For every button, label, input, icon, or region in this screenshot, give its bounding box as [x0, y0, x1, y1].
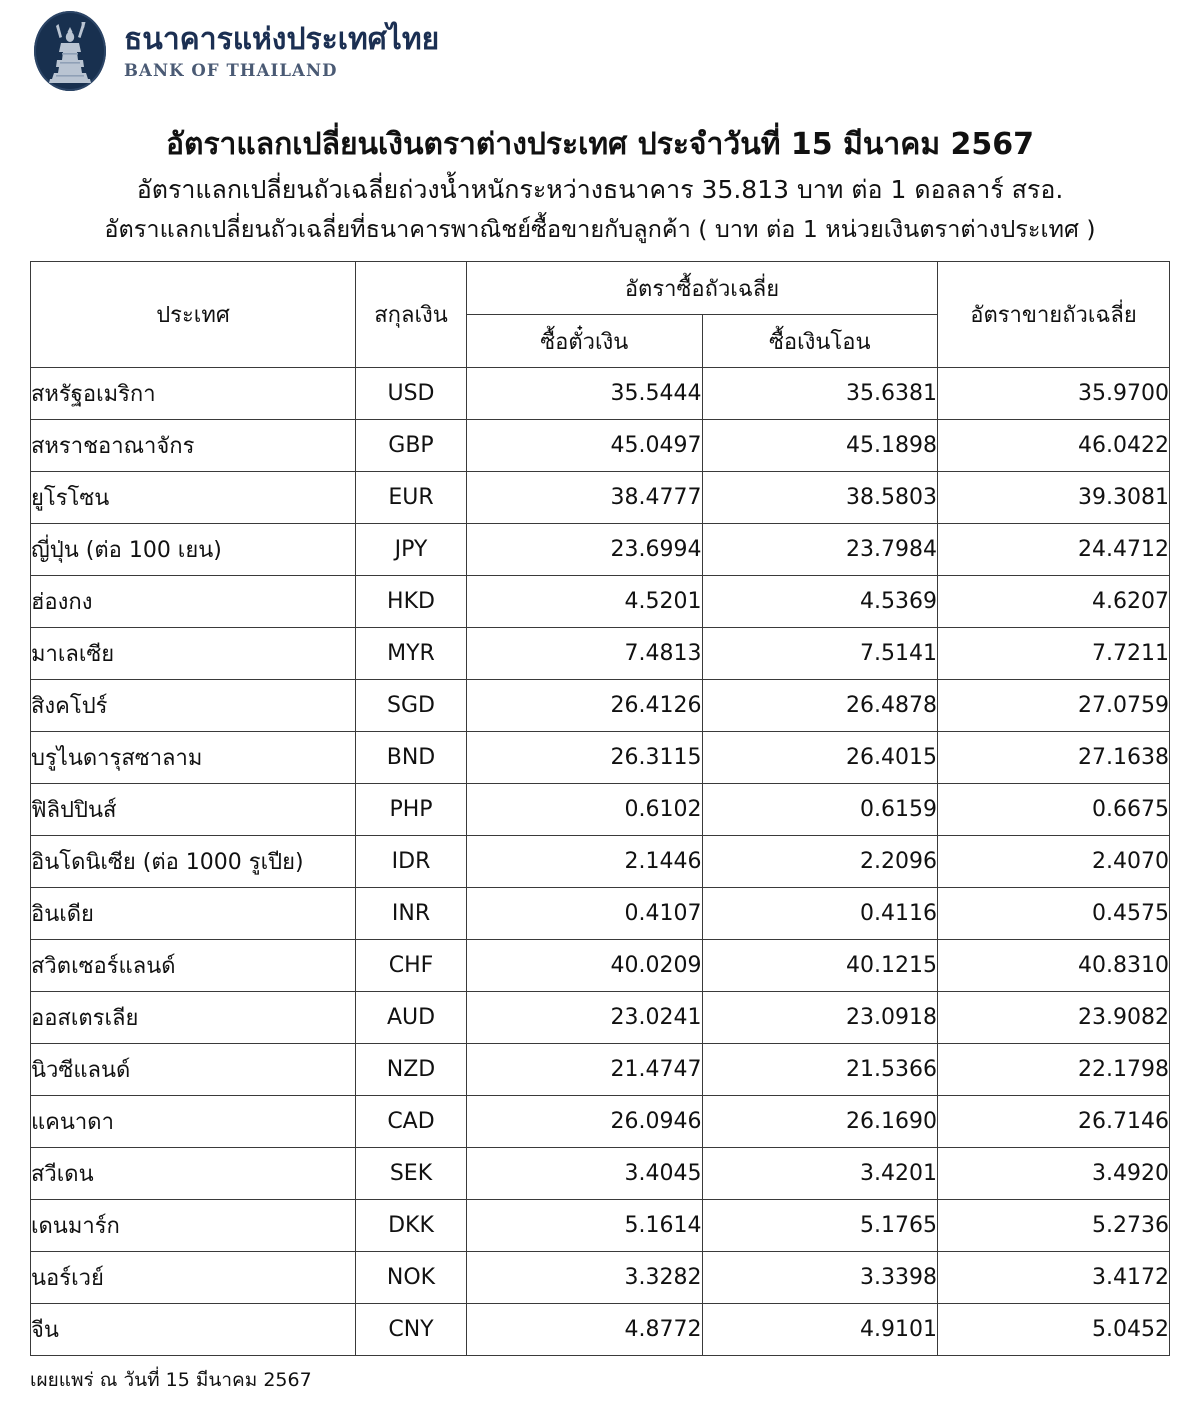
cell-buy-transfer: 23.0918: [702, 992, 938, 1044]
table-head: [31, 262, 1170, 368]
cell-sell: 26.7146: [938, 1096, 1170, 1148]
publication-note: เผยแพร่ ณ วันที่ 15 มีนาคม 2567: [30, 1369, 312, 1392]
cell-sell: 7.7211: [938, 628, 1170, 680]
cell-country: อินเดีย: [31, 888, 356, 940]
page-titles: [0, 126, 1200, 244]
cell-currency-code: CHF: [356, 940, 467, 992]
cell-country: ญี่ปุ่น (ต่อ 100 เยน): [31, 524, 356, 576]
cell-buy-transfer: 5.1765: [702, 1200, 938, 1252]
column-header-buy-group: อัตราซื้อถัวเฉลี่ย: [467, 262, 938, 315]
table-row: [31, 1096, 1170, 1148]
cell-country: จีน: [31, 1304, 356, 1356]
cell-buy-transfer: 0.4116: [702, 888, 938, 940]
cell-sell: 22.1798: [938, 1044, 1170, 1096]
cell-currency-code: GBP: [356, 420, 467, 472]
cell-buy-transfer: 23.7984: [702, 524, 938, 576]
cell-country: บรูไนดารุสซาลาม: [31, 732, 356, 784]
table-row: [31, 1148, 1170, 1200]
cell-currency-code: HKD: [356, 576, 467, 628]
cell-currency-code: CAD: [356, 1096, 467, 1148]
brand-name-th: ธนาคารแห่งประเทศไทย: [124, 22, 440, 57]
cell-buy-transfer: 26.4015: [702, 732, 938, 784]
cell-currency-code: SGD: [356, 680, 467, 732]
cell-currency-code: EUR: [356, 472, 467, 524]
cell-buy-note: 7.4813: [467, 628, 703, 680]
cell-buy-note: 21.4747: [467, 1044, 703, 1096]
cell-sell: 5.2736: [938, 1200, 1170, 1252]
cell-buy-note: 3.3282: [467, 1252, 703, 1304]
cell-country: สวีเดน: [31, 1148, 356, 1200]
cell-sell: 35.9700: [938, 368, 1170, 420]
table-row: [31, 1200, 1170, 1252]
cell-country: สิงคโปร์: [31, 680, 356, 732]
cell-country: ฟิลิปปินส์: [31, 784, 356, 836]
bank-of-thailand-seal-icon: [30, 8, 110, 94]
cell-country: นอร์เวย์: [31, 1252, 356, 1304]
table-row: [31, 524, 1170, 576]
masthead: [0, 0, 1200, 92]
cell-buy-transfer: 38.5803: [702, 472, 938, 524]
cell-country: สวิตเซอร์แลนด์: [31, 940, 356, 992]
cell-buy-note: 26.4126: [467, 680, 703, 732]
cell-buy-note: 4.5201: [467, 576, 703, 628]
cell-sell: 0.4575: [938, 888, 1170, 940]
page-title: อัตราแลกเปลี่ยนเงินตราต่างประเทศ ประจำวันที่ 15 มีนาคม 2567: [165, 127, 1035, 162]
cell-buy-transfer: 21.5366: [702, 1044, 938, 1096]
brand-wordmark: [124, 23, 439, 79]
cell-buy-transfer: 40.1215: [702, 940, 938, 992]
cell-currency-code: IDR: [356, 836, 467, 888]
table-row: [31, 1304, 1170, 1356]
cell-buy-note: 0.6102: [467, 784, 703, 836]
cell-country: อินโดนิเซีย (ต่อ 1000 รูเปีย): [31, 836, 356, 888]
page-subtitle-commercial-bank-rate: อัตราแลกเปลี่ยนถัวเฉลี่ยที่ธนาคารพาณิชย์ซื้อขายกับลูกค้า ( บาท ต่อ 1 หน่วยเงินตราต่างประเทศ ): [104, 214, 1096, 243]
table-row: [31, 680, 1170, 732]
cell-buy-transfer: 2.2096: [702, 836, 938, 888]
cell-buy-transfer: 35.6381: [702, 368, 938, 420]
cell-buy-transfer: 0.6159: [702, 784, 938, 836]
cell-country: มาเลเซีย: [31, 628, 356, 680]
cell-currency-code: JPY: [356, 524, 467, 576]
cell-currency-code: MYR: [356, 628, 467, 680]
table-row: [31, 472, 1170, 524]
cell-sell: 46.0422: [938, 420, 1170, 472]
cell-buy-note: 26.0946: [467, 1096, 703, 1148]
cell-currency-code: CNY: [356, 1304, 467, 1356]
cell-currency-code: AUD: [356, 992, 467, 1044]
cell-buy-transfer: 7.5141: [702, 628, 938, 680]
cell-buy-note: 3.4045: [467, 1148, 703, 1200]
cell-sell: 3.4172: [938, 1252, 1170, 1304]
cell-buy-transfer: 4.5369: [702, 576, 938, 628]
cell-currency-code: NZD: [356, 1044, 467, 1096]
cell-sell: 2.4070: [938, 836, 1170, 888]
cell-sell: 3.4920: [938, 1148, 1170, 1200]
cell-buy-note: 35.5444: [467, 368, 703, 420]
cell-sell: 40.8310: [938, 940, 1170, 992]
table-row: [31, 1252, 1170, 1304]
table-row: [31, 576, 1170, 628]
cell-buy-note: 23.0241: [467, 992, 703, 1044]
table-row: [31, 992, 1170, 1044]
cell-buy-note: 5.1614: [467, 1200, 703, 1252]
cell-sell: 27.0759: [938, 680, 1170, 732]
table-header-row-top: [31, 262, 1170, 315]
column-header-buy-transfer: ซื้อเงินโอน: [702, 315, 938, 368]
cell-country: สหรัฐอเมริกา: [31, 368, 356, 420]
cell-country: แคนาดา: [31, 1096, 356, 1148]
cell-sell: 0.6675: [938, 784, 1170, 836]
cell-buy-note: 38.4777: [467, 472, 703, 524]
cell-buy-transfer: 3.3398: [702, 1252, 938, 1304]
cell-buy-note: 4.8772: [467, 1304, 703, 1356]
cell-sell: 23.9082: [938, 992, 1170, 1044]
exchange-rate-table: [30, 261, 1170, 1356]
table-row: [31, 368, 1170, 420]
cell-currency-code: USD: [356, 368, 467, 420]
column-header-country: ประเทศ: [31, 262, 356, 368]
cell-country: ฮ่องกง: [31, 576, 356, 628]
cell-country: เดนมาร์ก: [31, 1200, 356, 1252]
cell-buy-transfer: 45.1898: [702, 420, 938, 472]
cell-currency-code: BND: [356, 732, 467, 784]
table-row: [31, 420, 1170, 472]
cell-buy-transfer: 26.1690: [702, 1096, 938, 1148]
cell-buy-note: 23.6994: [467, 524, 703, 576]
table-row: [31, 628, 1170, 680]
cell-country: ออสเตรเลีย: [31, 992, 356, 1044]
cell-buy-transfer: 3.4201: [702, 1148, 938, 1200]
cell-buy-note: 45.0497: [467, 420, 703, 472]
table-row: [31, 888, 1170, 940]
cell-country: นิวซีแลนด์: [31, 1044, 356, 1096]
cell-currency-code: INR: [356, 888, 467, 940]
table-body: [31, 368, 1170, 1356]
table-row: [31, 784, 1170, 836]
cell-currency-code: SEK: [356, 1148, 467, 1200]
cell-country: สหราชอาณาจักร: [31, 420, 356, 472]
cell-sell: 39.3081: [938, 472, 1170, 524]
table-row: [31, 732, 1170, 784]
table-row: [31, 1044, 1170, 1096]
exchange-rate-table-container: [30, 261, 1170, 1356]
cell-sell: 5.0452: [938, 1304, 1170, 1356]
cell-sell: 27.1638: [938, 732, 1170, 784]
cell-buy-note: 40.0209: [467, 940, 703, 992]
column-header-buy-note: ซื้อตั๋วเงิน: [467, 315, 703, 368]
cell-currency-code: PHP: [356, 784, 467, 836]
cell-sell: 4.6207: [938, 576, 1170, 628]
table-row: [31, 940, 1170, 992]
cell-sell: 24.4712: [938, 524, 1170, 576]
cell-buy-transfer: 4.9101: [702, 1304, 938, 1356]
cell-buy-note: 26.3115: [467, 732, 703, 784]
table-row: [31, 836, 1170, 888]
cell-buy-note: 0.4107: [467, 888, 703, 940]
column-header-currency: สกุลเงิน: [356, 262, 467, 368]
cell-currency-code: DKK: [356, 1200, 467, 1252]
cell-country: ยูโรโซน: [31, 472, 356, 524]
page-subtitle-interbank-rate: อัตราแลกเปลี่ยนถัวเฉลี่ยถ่วงน้ำหนักระหว่างธนาคาร 35.813 บาท ต่อ 1 ดอลลาร์ สรอ.: [136, 174, 1064, 204]
cell-buy-transfer: 26.4878: [702, 680, 938, 732]
brand-name-en: BANK OF THAILAND: [124, 60, 338, 80]
cell-buy-note: 2.1446: [467, 836, 703, 888]
column-header-sell: อัตราขายถัวเฉลี่ย: [938, 262, 1170, 368]
cell-currency-code: NOK: [356, 1252, 467, 1304]
